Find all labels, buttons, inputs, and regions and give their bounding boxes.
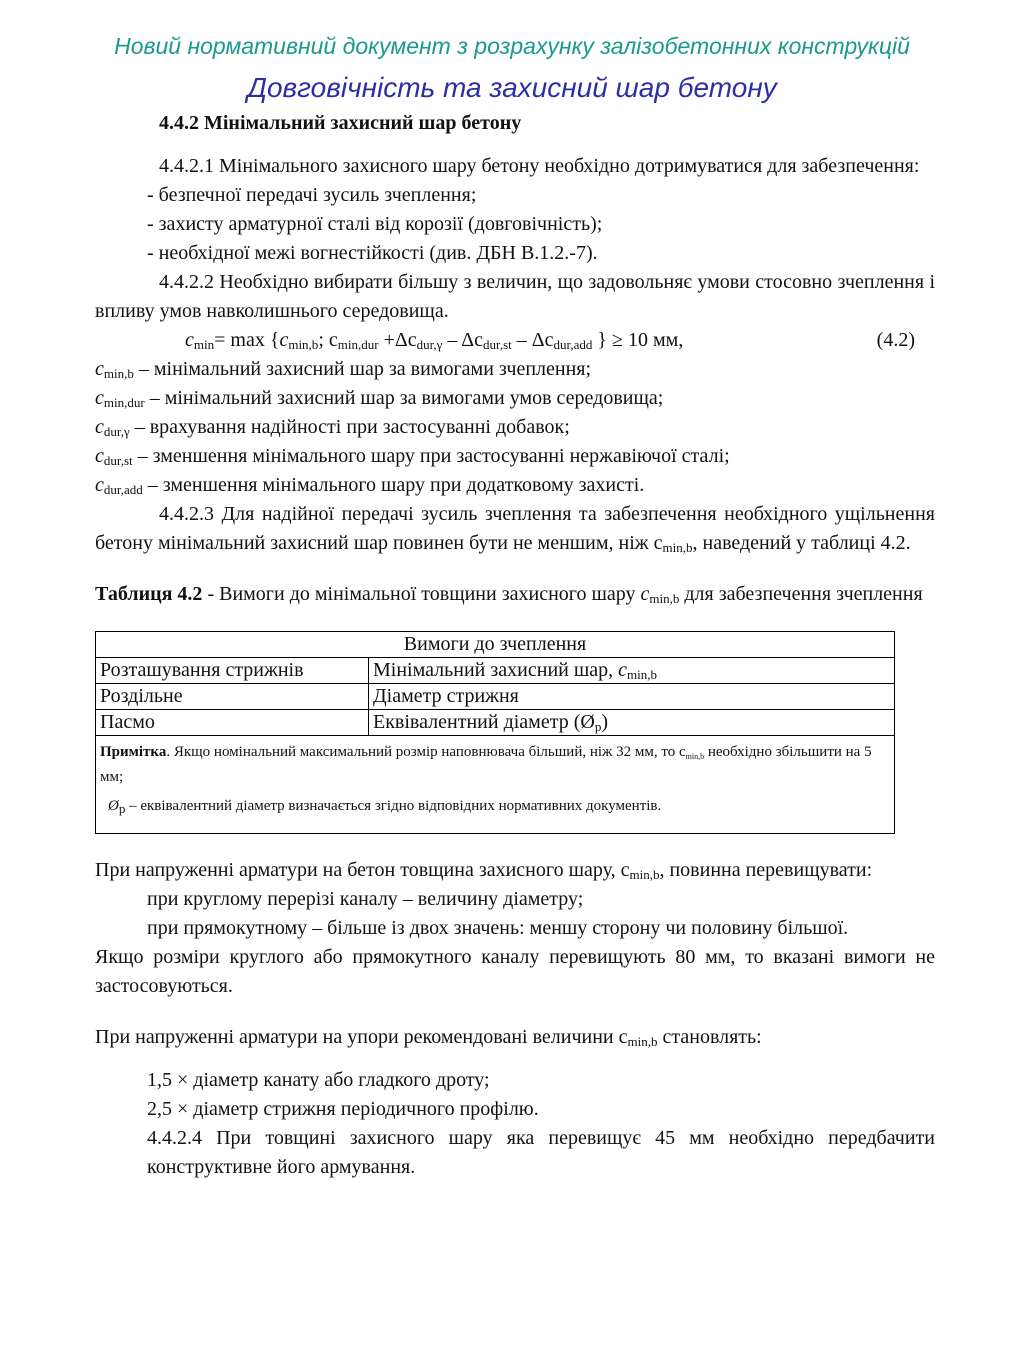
table-row — [96, 632, 895, 658]
definition-line: $c_{min,b}$ – мінімальний захисний шар за вимогами зчеплення; — [95, 358, 592, 381]
table-row — [96, 658, 895, 684]
table-row — [96, 684, 895, 710]
note-line: Примітка. Якщо номінальний максимальний розмір наповнювача більший, ніж 32 мм, то $c_{min,b}$ необхідно збільшити на 5 мм; — [100, 744, 872, 785]
formula-4-2 — [95, 326, 935, 355]
formula-number: (4.2) — [876, 329, 915, 351]
list-item: - безпечної передачі зусиль зчеплення; — [147, 184, 477, 206]
table-cell: Роздільне — [96, 684, 369, 710]
document-body — [95, 108, 935, 1182]
list-item: при прямокутному – більше із двох значень: меншу сторону чи половину більшої. — [147, 917, 849, 939]
definition-line: $c_{dur,\gamma}$ – врахування надійності при застосуванні добавок; — [95, 416, 570, 439]
paragraph-4-4-2-3: 4.4.2.3 Для надійної передачі зусиль зчеплення та забезпечення необхідного ущільнення бетону мінімальний захисний шар повинен бути не меншим, ніж $c_{min,b}$, наведений у таблиці 4.2. — [95, 503, 935, 555]
paragraph-prestress-anchors: При напруженні арматури на упори рекомендовані величини $c_{min,b}$ становлять: — [95, 1026, 762, 1049]
column-header: Розташування стрижнів — [96, 658, 369, 684]
table-header: Вимоги до зчеплення — [96, 632, 895, 658]
table-cell: Пасмо — [96, 710, 369, 736]
definition-line: $c_{dur,st}$ – зменшення мінімального шару при застосуванні нержавіючої сталі; — [95, 445, 730, 468]
banner-title: Новий нормативний документ з розрахунку залізобетонних конструкцій — [114, 33, 910, 59]
list-item: - необхідної межі вогнестійкості (див. ДБН В.1.2.-7). — [147, 242, 598, 264]
column-header: Мінімальний захисний шар, $c_{min,b}$ — [369, 658, 895, 684]
paragraph-prestress-concrete: При напруженні арматури на бетон товщина захисного шару, $c_{min,b}$, повинна перевищувати: — [95, 859, 873, 882]
list-item: при круглому перерізі каналу – величину діаметру; — [147, 888, 584, 910]
banner-subtitle: Довговічність та захисний шар бетону — [247, 72, 777, 103]
definition-line: $c_{min,dur}$ – мінімальний захисний шар за вимогами умов середовища; — [95, 387, 664, 410]
formula-expression: $c_{min}= \max \{c_{min,b}$; $c_{min,dur} +\Delta c_{dur,\gamma} - \Delta c_{dur,st} - \Delta c_{dur,add}$ } ≥ 10 мм, — [185, 329, 684, 352]
note-line: $Ø_p$ – еквівалентний діаметр визначається згідно відповідних нормативних документів. — [108, 798, 662, 816]
paragraph-4-4-2-4: 4.4.2.4 При товщині захисного шару яка перевищує 45 мм необхідно передбачити конструктивне його армування. — [147, 1127, 935, 1178]
list-item: 2,5 × діаметр стрижня періодичного профілю. — [147, 1098, 539, 1120]
list-item: - захисту арматурної сталі від корозії (довговічність); — [147, 213, 603, 235]
requirements-table — [95, 631, 895, 834]
table-row — [96, 710, 895, 736]
table-cell: Діаметр стрижня — [369, 684, 895, 710]
paragraph-4-4-2-1: 4.4.2.1 Мінімального захисного шару бетону необхідно дотримуватися для забезпечення: — [159, 155, 920, 177]
table-row — [96, 736, 895, 834]
section-heading: 4.4.2 Мінімальний захисний шар бетону — [159, 112, 522, 134]
paragraph-4-4-2-2: 4.4.2.2 Необхідно вибирати більшу з величин, що задовольняє умови стосовно зчеплення і впливу умов навколишнього середовища. — [95, 271, 935, 322]
table-note — [96, 736, 895, 834]
definition-line: $c_{dur,add}$ – зменшення мінімального шару при додатковому захисті. — [95, 474, 645, 497]
table-caption: Таблиця 4.2 - Вимоги до мінімальної товщини захисного шару $c_{min,b}$ для забезпечення зчеплення — [95, 583, 923, 606]
table-cell: Еквівалентний діаметр $(Ø_p)$ — [369, 710, 895, 736]
paragraph-channel-size: Якщо розміри круглого або прямокутного каналу перевищують 80 мм, то вказані вимоги не застосовуються. — [95, 946, 935, 997]
list-item: 1,5 × діаметр канату або гладкого дроту; — [147, 1069, 490, 1091]
